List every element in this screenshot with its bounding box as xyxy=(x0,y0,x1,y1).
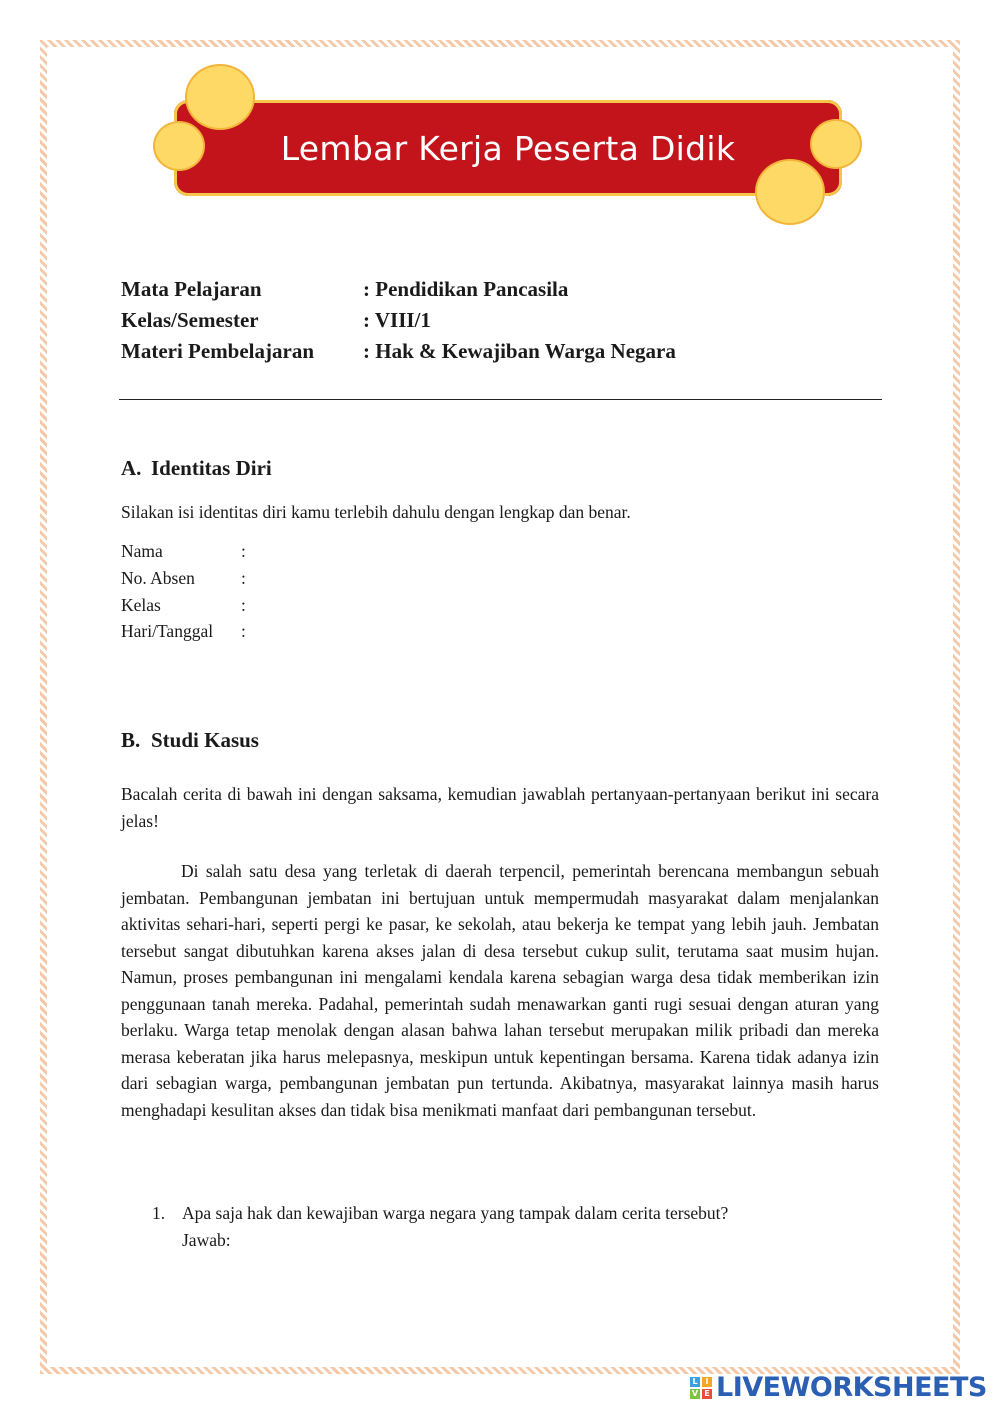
field-separator: : xyxy=(241,621,246,642)
logo-icon: L I V E xyxy=(690,1377,712,1399)
meta-value: : VIII/1 xyxy=(363,308,431,332)
field-label: Kelas xyxy=(121,594,161,615)
identity-field[interactable] xyxy=(121,538,246,565)
page-title: Lembar Kerja Peserta Didik xyxy=(280,128,736,168)
answer-row[interactable] xyxy=(152,1227,728,1254)
field-separator: : xyxy=(241,594,246,615)
section-number: B. xyxy=(121,728,141,752)
meta-row xyxy=(121,274,676,305)
meta-label: Mata Pelajaran xyxy=(121,277,262,301)
question-1 xyxy=(152,1200,728,1253)
field-label: No. Absen xyxy=(121,567,195,588)
case-story: Di salah satu desa yang terletak di daerah terpencil, pemerintah berencana membangun sebuah jembatan. Pembangunan jembatan ini bertujuan untuk mempermudah masyarakat dalam menjalankan aktivitas sehari-hari, seperti pergi ke pasar, ke sekolah, atau bekerja ke tempat yang lebih jauh. Jembatan tersebut sangat dibutuhkan karena akses jalan di desa tersebut cukup sulit, terutama saat musim hujan. Namun, proses pembangunan ini mengalami kendala karena sebagian warga desa tidak memberikan izin penggunaan tanah mereka. Padahal, pemerintah sudah menawarkan ganti rugi sesuai dengan aturan yang berlaku. Warga tetap menolak dengan alasan bahwa lahan tersebut merupakan milik pribadi dan mereka merasa keberatan jika harus melepasnya, meskipun untuk kepentingan bersama. Karena tidak adanya izin dari sebagian warga, pembangunan jembatan pun tertunda. Akibatnya, masyarakat lainnya masih harus menghadapi kesulitan akses dan tidak bisa menikmati manfaat dari pembangunan tersebut. xyxy=(121,861,879,1120)
field-label: Nama xyxy=(121,541,163,561)
question-number: 1. xyxy=(152,1203,166,1223)
question-text: Apa saja hak dan kewajiban warga negara yang tampak dalam cerita tersebut? xyxy=(182,1203,729,1223)
page-border xyxy=(40,40,960,1374)
field-separator: : xyxy=(241,541,246,561)
identity-field[interactable] xyxy=(121,565,246,592)
meta-label: Kelas/Semester xyxy=(121,308,259,332)
meta-value: : Pendidikan Pancasila xyxy=(363,277,569,301)
liveworksheets-logo[interactable] xyxy=(690,1372,987,1403)
meta-row xyxy=(121,336,676,367)
meta-row xyxy=(121,305,676,336)
identity-field[interactable] xyxy=(121,618,246,645)
identity-field[interactable] xyxy=(121,592,246,619)
section-b-title xyxy=(121,728,259,753)
section-heading: Studi Kasus xyxy=(151,728,259,752)
section-a-instruction: Silakan isi identitas diri kamu terlebih dahulu dengan lengkap dan benar. xyxy=(121,502,631,522)
field-label: Hari/Tanggal xyxy=(121,621,214,642)
lesson-info xyxy=(121,274,676,367)
field-separator: : xyxy=(241,567,246,588)
section-b-instruction: Bacalah cerita di bawah ini dengan saksama, kemudian jawablah pertanyaan-pertanyaan berikut ini secara jelas! xyxy=(121,784,879,831)
section-a-title xyxy=(121,456,272,481)
logo-text: LIVEWORKSHEETS xyxy=(716,1372,987,1403)
section-heading: Identitas Diri xyxy=(151,456,272,480)
meta-value: : Hak & Kewajiban Warga Negara xyxy=(363,339,676,363)
answer-label: Jawab: xyxy=(182,1229,231,1250)
identity-form xyxy=(121,538,246,645)
meta-label: Materi Pembelajaran xyxy=(121,339,315,363)
section-number: A. xyxy=(121,456,142,480)
question-row xyxy=(152,1200,728,1227)
divider xyxy=(119,399,882,400)
